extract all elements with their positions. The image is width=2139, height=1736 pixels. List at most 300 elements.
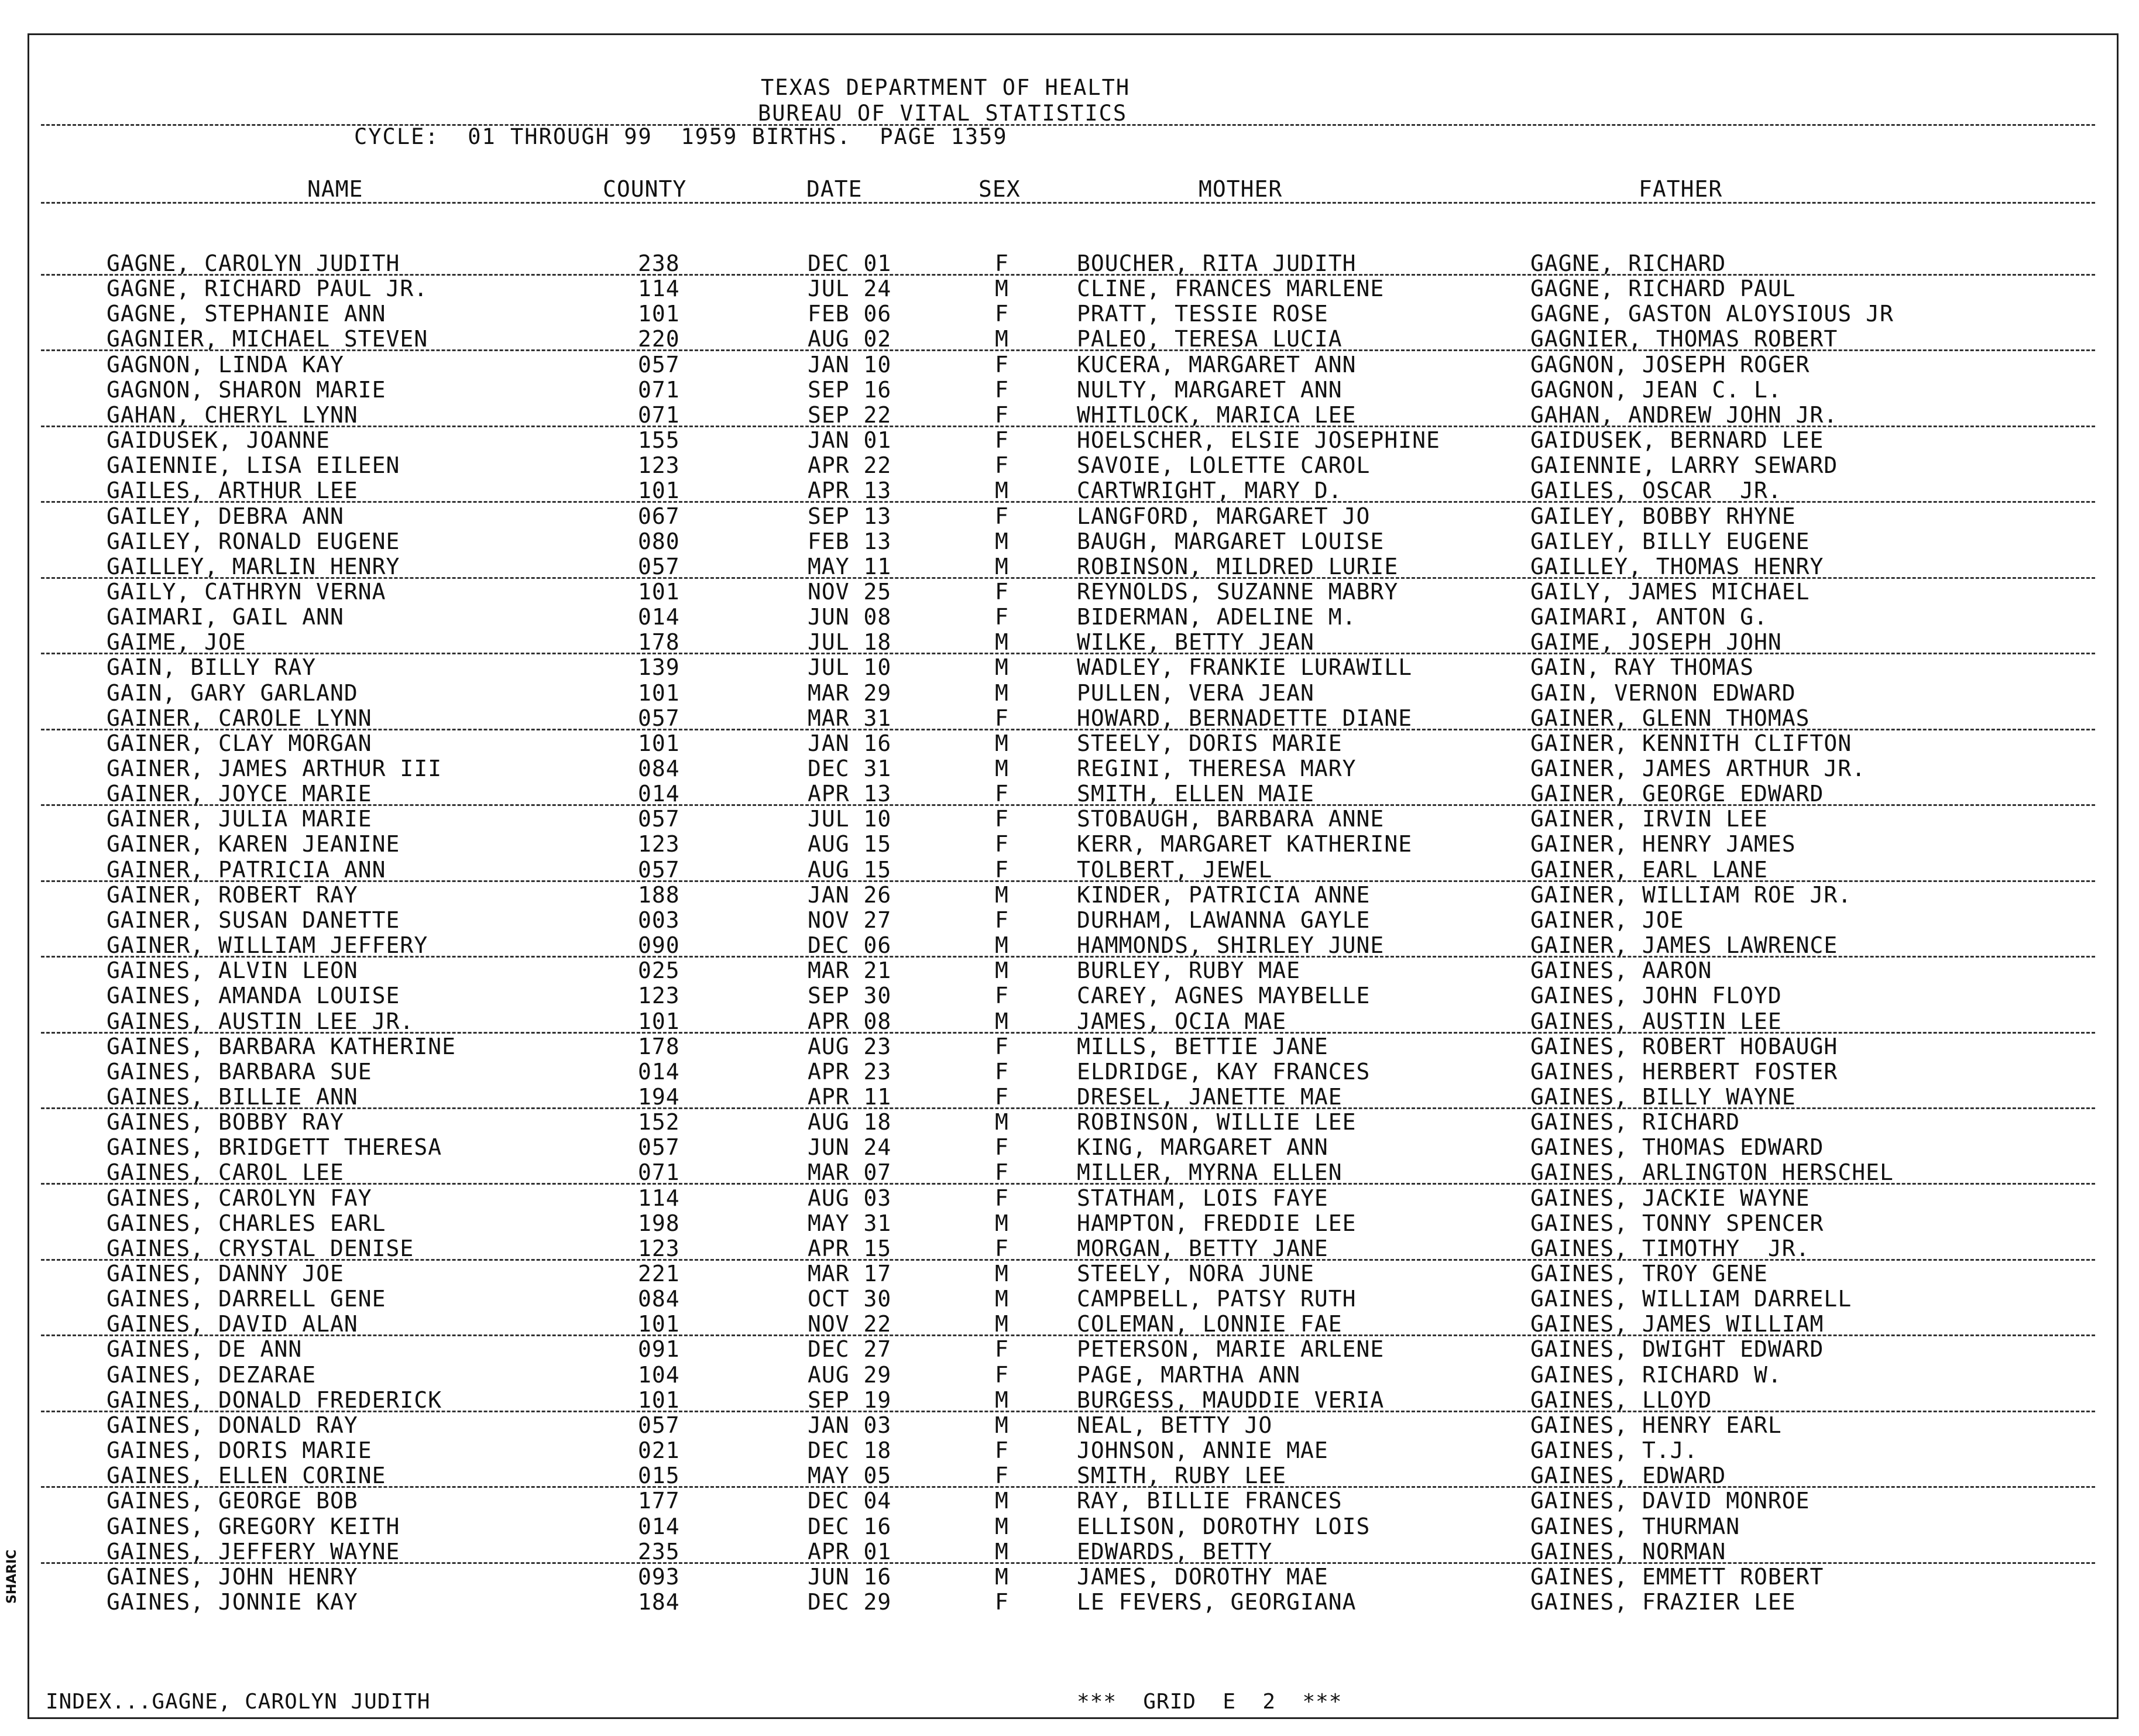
mother: RAY, BILLIE FRANCES xyxy=(1077,1488,1343,1514)
sex: F xyxy=(995,402,1009,428)
table-row xyxy=(0,454,2139,479)
table-row xyxy=(0,706,2139,732)
child-name: GAINES, BARBARA SUE xyxy=(107,1058,372,1085)
father: GAINES, RICHARD W. xyxy=(1530,1361,1782,1388)
sex: F xyxy=(995,983,1009,1009)
father: GAINES, RICHARD xyxy=(1530,1109,1740,1135)
date: APR 15 xyxy=(808,1235,892,1261)
sex: M xyxy=(995,1513,1009,1539)
county: 057 xyxy=(638,806,680,832)
county: 014 xyxy=(638,1058,680,1085)
father: GAINER, EARL LANE xyxy=(1530,856,1768,883)
date: DEC 27 xyxy=(808,1336,892,1363)
table-row xyxy=(0,1590,2139,1615)
father: GAINES, ARLINGTON HERSCHEL xyxy=(1530,1159,1894,1186)
county: 080 xyxy=(638,528,680,554)
col-father: FATHER xyxy=(1639,176,1723,202)
mother: BOUCHER, RITA JUDITH xyxy=(1077,251,1357,276)
date: DEC 04 xyxy=(808,1488,892,1514)
father: GAINES, TIMOTHY JR. xyxy=(1530,1235,1810,1261)
mother: SAVOIE, LOLETTE CAROL xyxy=(1077,452,1371,479)
table-row xyxy=(0,1287,2139,1312)
father: GAINES, AARON xyxy=(1530,958,1712,984)
sex: M xyxy=(995,1210,1009,1236)
table-row xyxy=(0,327,2139,352)
mother: BIDERMAN, ADELINE M. xyxy=(1077,604,1357,630)
mother: SMITH, RUBY LEE xyxy=(1077,1463,1287,1489)
father: GAINES, JAMES WILLIAM xyxy=(1530,1311,1824,1337)
date: DEC 16 xyxy=(808,1513,892,1539)
child-name: GAINER, PATRICIA ANN xyxy=(107,856,386,883)
father: GAINES, HENRY EARL xyxy=(1530,1412,1782,1438)
date: JUN 08 xyxy=(808,604,892,630)
col-mother: MOTHER xyxy=(1199,176,1283,202)
sex: F xyxy=(995,831,1009,857)
child-name: GAINES, CAROL LEE xyxy=(107,1159,344,1186)
county: 093 xyxy=(638,1563,680,1590)
child-name: GAINES, DONALD RAY xyxy=(107,1412,358,1438)
sex: M xyxy=(995,1412,1009,1438)
footer-grid: *** GRID E 2 *** xyxy=(1077,1690,1343,1714)
father: GAILEY, BOBBY RHYNE xyxy=(1530,503,1796,529)
row-divider xyxy=(41,349,2095,351)
mother: HOELSCHER, ELSIE JOSEPHINE xyxy=(1077,427,1440,454)
child-name: GAINER, JULIA MARIE xyxy=(107,806,372,832)
child-name: GAINES, JEFFERY WAYNE xyxy=(107,1538,400,1565)
row-divider xyxy=(41,1183,2095,1185)
county: 057 xyxy=(638,351,680,378)
date: SEP 22 xyxy=(808,402,892,428)
child-name: GAINES, DE ANN xyxy=(107,1336,303,1363)
date: AUG 23 xyxy=(808,1033,892,1059)
mother: REGINI, THERESA MARY xyxy=(1077,756,1357,781)
sex: F xyxy=(995,1361,1009,1388)
mother: STOBAUGH, BARBARA ANNE xyxy=(1077,806,1385,832)
sex: M xyxy=(995,1538,1009,1565)
table-row xyxy=(0,505,2139,530)
child-name: GAGNON, LINDA KAY xyxy=(107,351,344,378)
sex: M xyxy=(995,276,1009,302)
county: 014 xyxy=(638,604,680,630)
mother: ROBINSON, WILLIE LEE xyxy=(1077,1109,1357,1135)
father: GAGNIER, THOMAS ROBERT xyxy=(1530,326,1838,352)
sex: F xyxy=(995,1185,1009,1211)
row-divider xyxy=(41,1107,2095,1109)
father: GAINES, TONNY SPENCER xyxy=(1530,1210,1824,1236)
county: 123 xyxy=(638,831,680,857)
mother: HOWARD, BERNADETTE DIANE xyxy=(1077,705,1413,731)
sex: F xyxy=(995,1589,1009,1615)
county: 084 xyxy=(638,1286,680,1312)
child-name: GAINES, AMANDA LOUISE xyxy=(107,983,400,1009)
county: 238 xyxy=(638,251,680,276)
mother: WHITLOCK, MARICA LEE xyxy=(1077,402,1357,428)
child-name: GAINES, GEORGE BOB xyxy=(107,1488,358,1514)
child-name: GAGNE, STEPHANIE ANN xyxy=(107,301,386,327)
mother: HAMPTON, FREDDIE LEE xyxy=(1077,1210,1357,1236)
header-divider xyxy=(41,124,2095,126)
father: GAINER, HENRY JAMES xyxy=(1530,831,1796,857)
sex: M xyxy=(995,1261,1009,1286)
header-line1: TEXAS DEPARTMENT OF HEALTH xyxy=(761,75,1131,100)
child-name: GAINER, SUSAN DANETTE xyxy=(107,907,400,933)
sex: F xyxy=(995,301,1009,327)
county: 235 xyxy=(638,1538,680,1565)
child-name: GAILEY, DEBRA ANN xyxy=(107,503,344,529)
father: GAINES, DWIGHT EDWARD xyxy=(1530,1336,1824,1363)
sex: F xyxy=(995,376,1009,403)
child-name: GAINES, BRIDGETT THERESA xyxy=(107,1134,442,1161)
table-row xyxy=(0,757,2139,782)
father: GAINES, THURMAN xyxy=(1530,1513,1740,1539)
child-name: GAIDUSEK, JOANNE xyxy=(107,427,331,454)
table-row xyxy=(0,1237,2139,1262)
county: 084 xyxy=(638,756,680,781)
mother: LE FEVERS, GEORGIANA xyxy=(1077,1589,1357,1615)
mother: PETERSON, MARIE ARLENE xyxy=(1077,1336,1385,1363)
sex: F xyxy=(995,351,1009,378)
mother: JOHNSON, ANNIE MAE xyxy=(1077,1437,1328,1464)
father: GAGNE, RICHARD PAUL xyxy=(1530,276,1796,302)
date: MAY 31 xyxy=(808,1210,892,1236)
table-row xyxy=(0,1262,2139,1287)
date: APR 22 xyxy=(808,452,892,479)
date: MAR 29 xyxy=(808,680,892,706)
sex: F xyxy=(995,1083,1009,1110)
date: JAN 16 xyxy=(808,730,892,756)
county: 114 xyxy=(638,1185,680,1211)
mother: STEELY, DORIS MARIE xyxy=(1077,730,1343,756)
father: GAINER, KENNITH CLIFTON xyxy=(1530,730,1852,756)
mother: ELLISON, DOROTHY LOIS xyxy=(1077,1513,1371,1539)
table-row xyxy=(0,1439,2139,1464)
mother: MILLER, MYRNA ELLEN xyxy=(1077,1159,1343,1186)
mother: CLINE, FRANCES MARLENE xyxy=(1077,276,1385,302)
date: MAR 07 xyxy=(808,1159,892,1186)
father: GAINER, JOE xyxy=(1530,907,1684,933)
father: GAINES, T.J. xyxy=(1530,1437,1698,1464)
mother: NEAL, BETTY JO xyxy=(1077,1412,1273,1438)
county: 071 xyxy=(638,402,680,428)
date: DEC 06 xyxy=(808,932,892,959)
row-divider xyxy=(41,501,2095,503)
footer-index: INDEX...GAGNE, CAROLYN JUDITH xyxy=(46,1690,431,1714)
sex: M xyxy=(995,478,1009,504)
mother: TOLBERT, JEWEL xyxy=(1077,856,1273,883)
date: OCT 30 xyxy=(808,1286,892,1312)
county: 198 xyxy=(638,1210,680,1236)
mother: KING, MARGARET ANN xyxy=(1077,1134,1328,1161)
child-name: GAINES, BARBARA KATHERINE xyxy=(107,1033,456,1059)
sex: M xyxy=(995,680,1009,706)
sex: M xyxy=(995,1286,1009,1312)
sex: F xyxy=(995,1134,1009,1161)
date: JAN 26 xyxy=(808,881,892,908)
mother: HAMMONDS, SHIRLEY JUNE xyxy=(1077,932,1385,959)
table-row xyxy=(0,934,2139,959)
father: GAINES, BILLY WAYNE xyxy=(1530,1083,1796,1110)
header-line2: BUREAU OF VITAL STATISTICS xyxy=(758,101,1128,126)
mother: REYNOLDS, SUZANNE MABRY xyxy=(1077,578,1399,605)
county: 057 xyxy=(638,705,680,731)
child-name: GAINER, WILLIAM JEFFERY xyxy=(107,932,428,959)
date: NOV 25 xyxy=(808,578,892,605)
date: SEP 16 xyxy=(808,376,892,403)
father: GAGNE, RICHARD xyxy=(1530,251,1726,276)
sex: M xyxy=(995,958,1009,984)
county: 014 xyxy=(638,1513,680,1539)
date: JUL 24 xyxy=(808,276,892,302)
father: GAIMARI, ANTON G. xyxy=(1530,604,1768,630)
sex: F xyxy=(995,856,1009,883)
table-row xyxy=(0,580,2139,605)
mother: CAMPBELL, PATSY RUTH xyxy=(1077,1286,1357,1312)
county: 123 xyxy=(638,452,680,479)
mother: ELDRIDGE, KAY FRANCES xyxy=(1077,1058,1371,1085)
mother: CARTWRIGHT, MARY D. xyxy=(1077,478,1343,504)
date: JUN 16 xyxy=(808,1563,892,1590)
date: APR 13 xyxy=(808,478,892,504)
date: MAR 21 xyxy=(808,958,892,984)
date: JUL 10 xyxy=(808,806,892,832)
table-row xyxy=(0,883,2139,908)
county: 057 xyxy=(638,1134,680,1161)
sex: F xyxy=(995,452,1009,479)
county: 221 xyxy=(638,1261,680,1286)
county: 021 xyxy=(638,1437,680,1464)
sex: M xyxy=(995,1387,1009,1413)
date: JUL 18 xyxy=(808,629,892,656)
county: 194 xyxy=(638,1083,680,1110)
child-name: GAGNE, RICHARD PAUL JR. xyxy=(107,276,428,302)
sex: M xyxy=(995,553,1009,579)
date: DEC 01 xyxy=(808,251,892,276)
mother: WILKE, BETTY JEAN xyxy=(1077,629,1314,656)
sex: M xyxy=(995,756,1009,781)
county: 104 xyxy=(638,1361,680,1388)
table-row xyxy=(0,630,2139,656)
child-name: GAIMARI, GAIL ANN xyxy=(107,604,344,630)
sex: F xyxy=(995,1235,1009,1261)
child-name: GAILY, CATHRYN VERNA xyxy=(107,578,386,605)
table-row xyxy=(0,1565,2139,1590)
table-row xyxy=(0,353,2139,378)
child-name: GAINES, DORIS MARIE xyxy=(107,1437,372,1464)
row-divider xyxy=(41,1259,2095,1261)
date: APR 13 xyxy=(808,781,892,807)
county: 220 xyxy=(638,326,680,352)
table-row xyxy=(0,605,2139,630)
table-row xyxy=(0,277,2139,302)
county: 184 xyxy=(638,1589,680,1615)
sex: M xyxy=(995,932,1009,959)
father: GAINER, JAMES ARTHUR JR. xyxy=(1530,756,1866,781)
father: GAILEY, BILLY EUGENE xyxy=(1530,528,1810,554)
father: GAIN, VERNON EDWARD xyxy=(1530,680,1796,706)
sex: F xyxy=(995,503,1009,529)
date: AUG 03 xyxy=(808,1185,892,1211)
county: 114 xyxy=(638,276,680,302)
county: 177 xyxy=(638,1488,680,1514)
father: GAINES, TROY GENE xyxy=(1530,1261,1768,1286)
table-row xyxy=(0,832,2139,857)
table-row xyxy=(0,1110,2139,1135)
table-row xyxy=(0,1312,2139,1337)
date: JUN 24 xyxy=(808,1134,892,1161)
father: GAINES, LLOYD xyxy=(1530,1387,1712,1413)
table-row xyxy=(0,378,2139,403)
date: JAN 01 xyxy=(808,427,892,454)
county: 178 xyxy=(638,1033,680,1059)
child-name: GAHAN, CHERYL LYNN xyxy=(107,402,358,428)
mother: MILLS, BETTIE JANE xyxy=(1077,1033,1328,1059)
table-row xyxy=(0,1010,2139,1035)
sex: F xyxy=(995,578,1009,605)
county: 188 xyxy=(638,881,680,908)
date: APR 01 xyxy=(808,1538,892,1565)
table-row xyxy=(0,1186,2139,1212)
sex: M xyxy=(995,881,1009,908)
father: GAINER, IRVIN LEE xyxy=(1530,806,1768,832)
child-name: GAIME, JOE xyxy=(107,629,246,656)
table-row xyxy=(0,302,2139,327)
sex: M xyxy=(995,629,1009,656)
table-row xyxy=(0,807,2139,832)
father: GAIN, RAY THOMAS xyxy=(1530,654,1755,681)
child-name: GAINES, DONALD FREDERICK xyxy=(107,1387,442,1413)
county: 014 xyxy=(638,781,680,807)
county: 101 xyxy=(638,730,680,756)
county: 025 xyxy=(638,958,680,984)
county: 090 xyxy=(638,932,680,959)
table-row xyxy=(0,1413,2139,1439)
date: FEB 13 xyxy=(808,528,892,554)
table-row xyxy=(0,1085,2139,1110)
county: 003 xyxy=(638,907,680,933)
county: 152 xyxy=(638,1109,680,1135)
table-row xyxy=(0,959,2139,984)
mother: ROBINSON, MILDRED LURIE xyxy=(1077,553,1399,579)
sex: M xyxy=(995,1008,1009,1034)
child-name: GAINER, JOYCE MARIE xyxy=(107,781,372,807)
father: GAINES, JOHN FLOYD xyxy=(1530,983,1782,1009)
father: GAILY, JAMES MICHAEL xyxy=(1530,578,1810,605)
sex: M xyxy=(995,730,1009,756)
mother: DURHAM, LAWANNA GAYLE xyxy=(1077,907,1371,933)
mother: PULLEN, VERA JEAN xyxy=(1077,680,1314,706)
table-row xyxy=(0,1363,2139,1388)
mother: EDWARDS, BETTY xyxy=(1077,1538,1273,1565)
father: GAINER, JAMES LAWRENCE xyxy=(1530,932,1838,959)
mother: KINDER, PATRICIA ANNE xyxy=(1077,881,1371,908)
date: APR 08 xyxy=(808,1008,892,1034)
mother: NULTY, MARGARET ANN xyxy=(1077,376,1343,403)
date: MAY 05 xyxy=(808,1463,892,1489)
date: AUG 02 xyxy=(808,326,892,352)
county: 101 xyxy=(638,680,680,706)
date: DEC 29 xyxy=(808,1589,892,1615)
date: APR 23 xyxy=(808,1058,892,1085)
child-name: GAILLEY, MARLIN HENRY xyxy=(107,553,400,579)
table-row xyxy=(0,403,2139,428)
side-label: SHARIC xyxy=(5,1549,19,1604)
col-date: DATE xyxy=(806,176,863,202)
columns-divider xyxy=(41,202,2095,204)
child-name: GAINER, JAMES ARTHUR III xyxy=(107,756,442,781)
child-name: GAINES, BILLIE ANN xyxy=(107,1083,358,1110)
date: FEB 06 xyxy=(808,301,892,327)
mother: JAMES, OCIA MAE xyxy=(1077,1008,1287,1034)
sex: M xyxy=(995,1109,1009,1135)
table-row xyxy=(0,1161,2139,1186)
mother: SMITH, ELLEN MAIE xyxy=(1077,781,1314,807)
child-name: GAINES, BOBBY RAY xyxy=(107,1109,344,1135)
col-county: COUNTY xyxy=(603,176,687,202)
father: GAGNE, GASTON ALOYSIOUS JR xyxy=(1530,301,1894,327)
father: GAIDUSEK, BERNARD LEE xyxy=(1530,427,1824,454)
child-name: GAINES, JONNIE KAY xyxy=(107,1589,358,1615)
father: GAINER, GEORGE EDWARD xyxy=(1530,781,1824,807)
date: MAY 11 xyxy=(808,553,892,579)
child-name: GAINES, CHARLES EARL xyxy=(107,1210,386,1236)
table-row xyxy=(0,555,2139,580)
father: GAINES, EMMETT ROBERT xyxy=(1530,1563,1824,1590)
table-row xyxy=(0,1489,2139,1514)
table-row xyxy=(0,908,2139,934)
county: 015 xyxy=(638,1463,680,1489)
sex: M xyxy=(995,1488,1009,1514)
table-row xyxy=(0,1135,2139,1161)
child-name: GAINES, GREGORY KEITH xyxy=(107,1513,400,1539)
father: GAINER, WILLIAM ROE JR. xyxy=(1530,881,1852,908)
date: AUG 18 xyxy=(808,1109,892,1135)
date: JUL 10 xyxy=(808,654,892,681)
table-row xyxy=(0,252,2139,277)
county: 155 xyxy=(638,427,680,454)
county: 101 xyxy=(638,578,680,605)
date: NOV 22 xyxy=(808,1311,892,1337)
date: NOV 27 xyxy=(808,907,892,933)
county: 067 xyxy=(638,503,680,529)
sex: F xyxy=(995,705,1009,731)
father: GAILLEY, THOMAS HENRY xyxy=(1530,553,1824,579)
mother: WADLEY, FRANKIE LURAWILL xyxy=(1077,654,1413,681)
county: 071 xyxy=(638,376,680,403)
father: GAIENNIE, LARRY SEWARD xyxy=(1530,452,1838,479)
table-row xyxy=(0,1337,2139,1363)
county: 071 xyxy=(638,1159,680,1186)
mother: STEELY, NORA JUNE xyxy=(1077,1261,1314,1286)
table-row xyxy=(0,732,2139,757)
father: GAINES, DAVID MONROE xyxy=(1530,1488,1810,1514)
father: GAINES, NORMAN xyxy=(1530,1538,1726,1565)
father: GAGNON, JOSEPH ROGER xyxy=(1530,351,1810,378)
table-row xyxy=(0,984,2139,1009)
table-row xyxy=(0,1540,2139,1565)
father: GAINES, AUSTIN LEE xyxy=(1530,1008,1782,1034)
father: GAINES, FRAZIER LEE xyxy=(1530,1589,1796,1615)
table-row xyxy=(0,1515,2139,1540)
sex: F xyxy=(995,1437,1009,1464)
father: GAINES, HERBERT FOSTER xyxy=(1530,1058,1838,1085)
child-name: GAINES, ELLEN CORINE xyxy=(107,1463,386,1489)
date: SEP 30 xyxy=(808,983,892,1009)
county: 091 xyxy=(638,1336,680,1363)
father: GAINES, JACKIE WAYNE xyxy=(1530,1185,1810,1211)
child-name: GAINES, AUSTIN LEE JR. xyxy=(107,1008,414,1034)
father: GAHAN, ANDREW JOHN JR. xyxy=(1530,402,1838,428)
table-row xyxy=(0,1212,2139,1237)
